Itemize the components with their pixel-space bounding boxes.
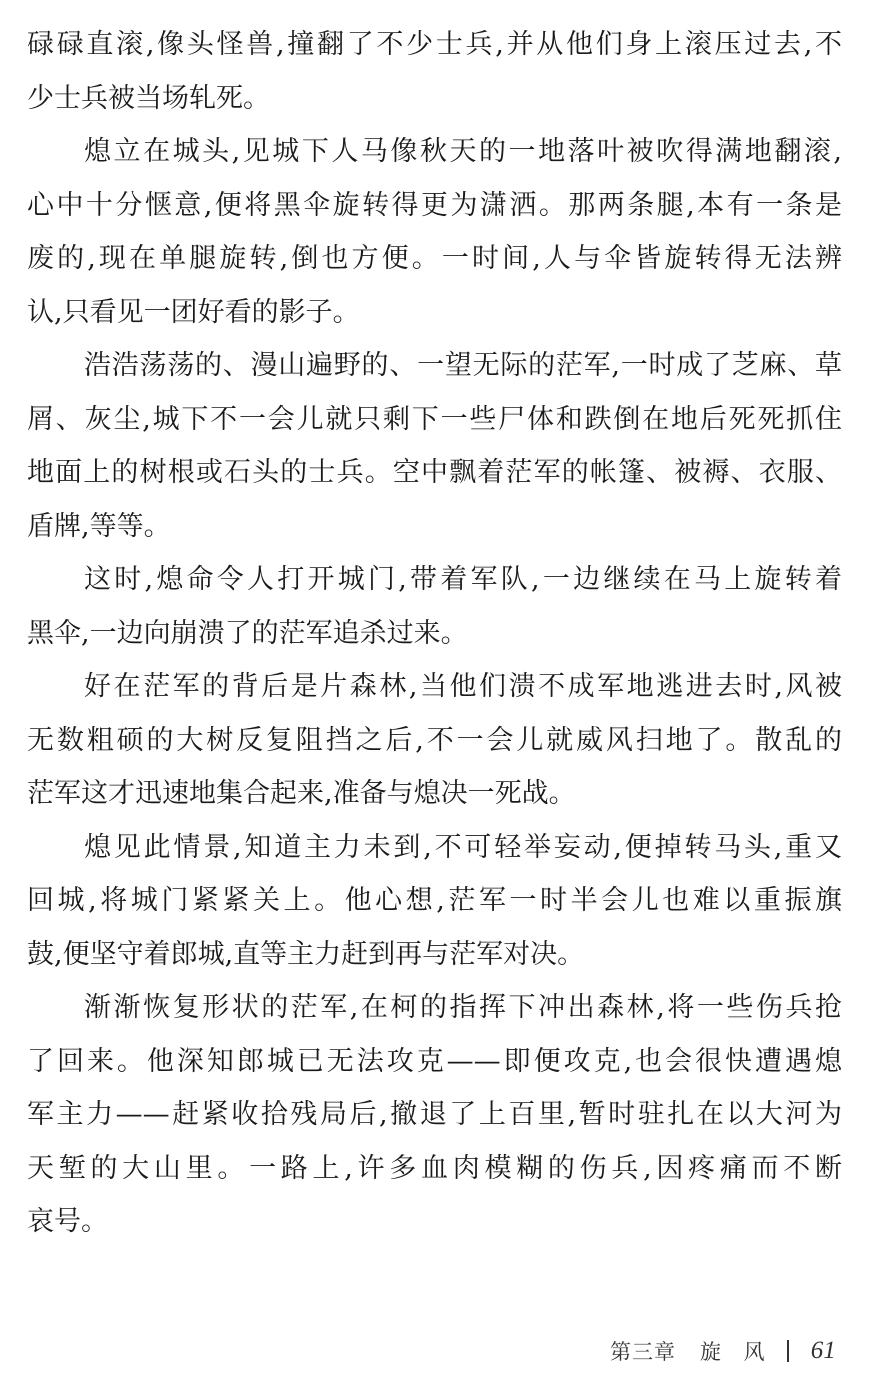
footer-divider — [787, 1340, 789, 1362]
paragraph — [27, 660, 842, 821]
text-line: 了回来。他深知郎城已无法攻克——即便攻克,也会很快遭遇熄 — [27, 1045, 842, 1077]
paragraph — [27, 553, 842, 660]
text-line: 少士兵被当场轧死。 — [27, 82, 270, 114]
paragraph — [27, 18, 842, 125]
page-number: 61 — [810, 1337, 836, 1364]
text-line: 屑、灰尘,城下不一会儿就只剩下一些尸体和跌倒在地后死死抓住 — [27, 403, 842, 435]
text-line: 鼓,便坚守着郎城,直等主力赶到再与茫军对决。 — [27, 938, 585, 970]
text-line: 碌碌直滚,像头怪兽,撞翻了不少士兵,并从他们身上滚压过去,不 — [27, 29, 842, 60]
paragraph — [27, 981, 842, 1249]
text-line: 回城,将城门紧紧关上。他心想,茫军一时半会儿也难以重振旗 — [27, 885, 842, 916]
text-line: 熄立在城头,见城下人马像秋天的一地落叶被吹得满地翻滚, — [84, 136, 842, 167]
text-line: 渐渐恢复形状的茫军,在柯的指挥下冲出森林,将一些伤兵抢 — [84, 992, 842, 1023]
text-line: 好在茫军的背后是片森林,当他们溃不成军地逃进去时,风被 — [84, 671, 842, 702]
text-line: 浩浩荡荡的、漫山遍野的、一望无际的茫军,一时成了芝麻、草 — [84, 350, 842, 381]
paragraph — [27, 821, 842, 982]
text-line: 无数粗硕的大树反复阻挡之后,不一会儿就威风扫地了。散乱的 — [27, 724, 842, 756]
page-body — [27, 18, 842, 1249]
text-line: 认,只看见一团好看的影子。 — [27, 296, 360, 328]
text-line: 盾牌,等等。 — [27, 510, 171, 542]
chapter-label: 第三章 — [610, 1340, 676, 1364]
chapter-title: 旋 风 — [700, 1340, 773, 1364]
page-footer — [610, 1333, 836, 1369]
text-line: 哀号。 — [27, 1206, 108, 1237]
text-line: 黑伞,一边向崩溃了的茫军追杀过来。 — [27, 617, 468, 649]
paragraph — [27, 125, 842, 339]
text-line: 军主力——赶紧收拾残局后,撤退了上百里,暂时驻扎在以大河为 — [27, 1099, 842, 1130]
text-line: 地面上的树根或石头的士兵。空中飘着茫军的帐篷、被褥、衣服、 — [27, 457, 842, 488]
text-line: 心中十分惬意,便将黑伞旋转得更为潇洒。那两条腿,本有一条是 — [27, 189, 842, 221]
text-line: 茫军这才迅速地集合起来,准备与熄决一死战。 — [27, 778, 576, 809]
paragraph — [27, 339, 842, 553]
text-line: 熄见此情景,知道主力未到,不可轻举妄动,便掉转马头,重又 — [84, 831, 842, 863]
text-line: 废的,现在单腿旋转,倒也方便。一时间,人与伞皆旋转得无法辨 — [27, 243, 842, 274]
text-line: 天堑的大山里。一路上,许多血肉模糊的伤兵,因疼痛而不断 — [27, 1152, 842, 1184]
text-line: 这时,熄命令人打开城门,带着军队,一边继续在马上旋转着 — [84, 564, 842, 595]
